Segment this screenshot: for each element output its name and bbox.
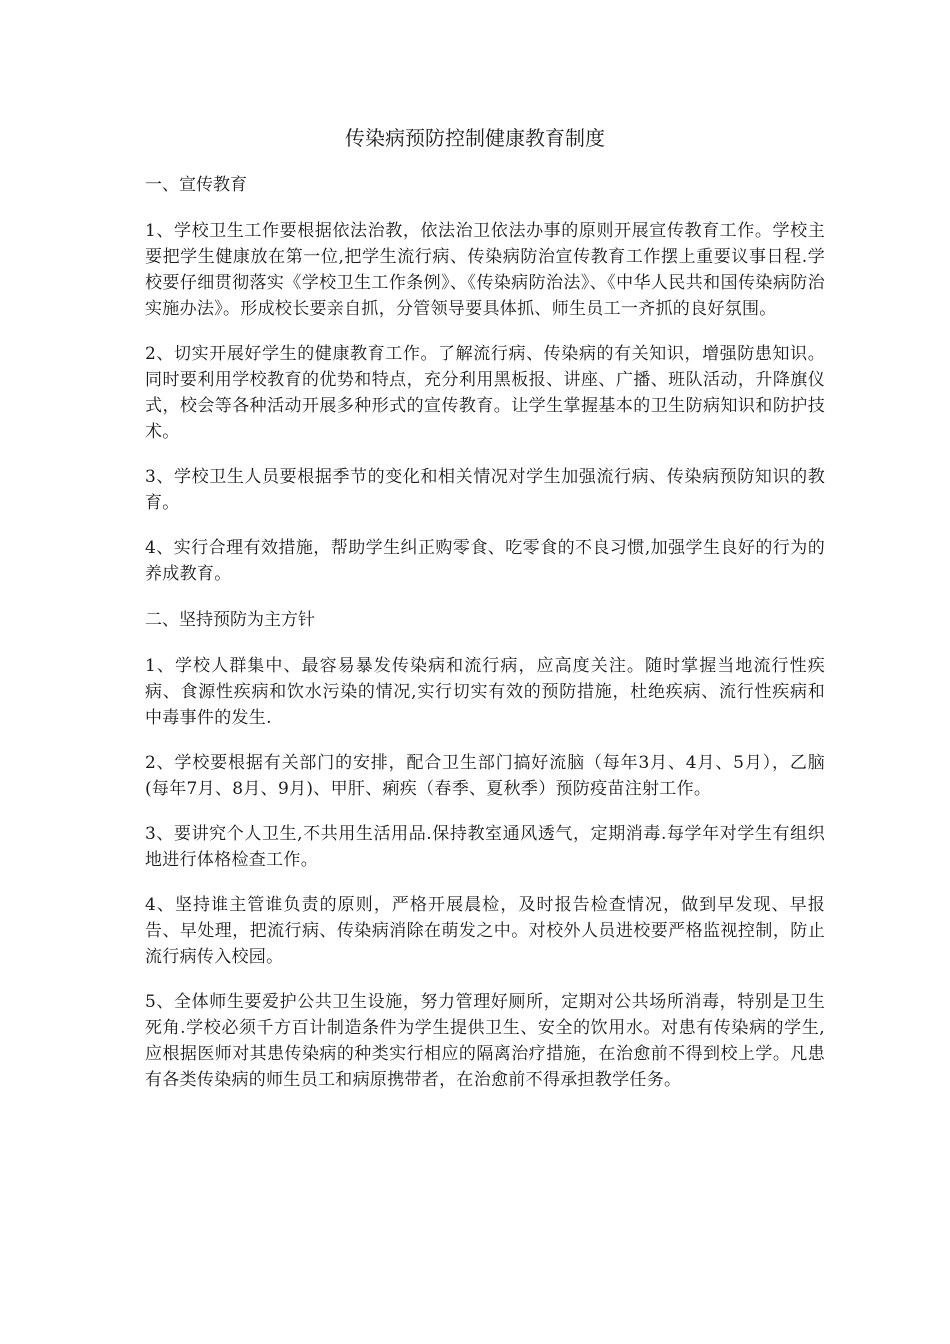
paragraph: 2、学校要根据有关部门的安排，配合卫生部门搞好流脑（每年3月、4月、5月），乙脑(每年7月、8月、9月)、甲肝、痢疾（春季、夏秋季）预防疫苗注射工作。 — [145, 753, 825, 799]
document-title: 传染病预防控制健康教育制度 — [345, 126, 605, 150]
paragraph: 1、学校卫生工作要根据依法治教，依法治卫依法办事的原则开展宣传教育工作。学校主要把学生健康放在第一位,把学生流行病、传染病防治宣传教育工作摆上重要议事日程.学校要仔细贯彻落实《学校卫生工作条例》、《传染病防治法》、《中华人民共和国传染病防治实施办法》。形成校长要亲自抓，分管领导要具体抓、师生员工一齐抓的良好氛围。 — [145, 221, 825, 319]
paragraph: 2、切实开展好学生的健康教育工作。了解流行病、传染病的有关知识，增强防患知识。同时要利用学校教育的优势和特点，充分利用黑板报、讲座、广播、班队活动，升降旗仪式，校会等各种活动开展多种形式的宣传教育。让学生掌握基本的卫生防病知识和防护技术。 — [145, 344, 825, 442]
paragraph: 4、坚持谁主管谁负责的原则，严格开展晨检，及时报告检查情况，做到早发现、早报告、早处理，把流行病、传染病消除在萌发之中。对校外人员进校要严格监视控制，防止流行病传入校园。 — [145, 895, 825, 967]
paragraph: 5、全体师生要爱护公共卫生设施，努力管理好厕所，定期对公共场所消毒，特别是卫生死角.学校必须千方百计制造条件为学生提供卫生、安全的饮用水。对患有传染病的学生,应根据医师对其患传染病的种类实行相应的隔离治疗措施，在治愈前不得到校上学。凡患有各类传染病的师生员工和病原携带者，在治愈前不得承担教学任务。 — [145, 992, 825, 1090]
paragraph: 1、学校人群集中、最容易暴发传染病和流行病，应高度关注。随时掌握当地流行性疾病、食源性疾病和饮水污染的情况,实行切实有效的预防措施，杜绝疾病、流行性疾病和中毒事件的发生. — [145, 656, 825, 728]
section-heading: 一、宣传教育 — [145, 175, 247, 195]
paragraph: 4、实行合理有效措施，帮助学生纠正购零食、吃零食的不良习惯,加强学生良好的行为的养成教育。 — [145, 538, 825, 584]
document-body — [145, 171, 825, 1112]
paragraph: 3、学校卫生人员要根据季节的变化和相关情况对学生加强流行病、传染病预防知识的教育。 — [145, 467, 825, 513]
paragraph: 3、要讲究个人卫生,不共用生活用品.保持教室通风透气，定期消毒.每学年对学生有组织地进行体格检查工作。 — [145, 824, 825, 870]
section-heading: 二、坚持预防为主方针 — [145, 610, 315, 630]
